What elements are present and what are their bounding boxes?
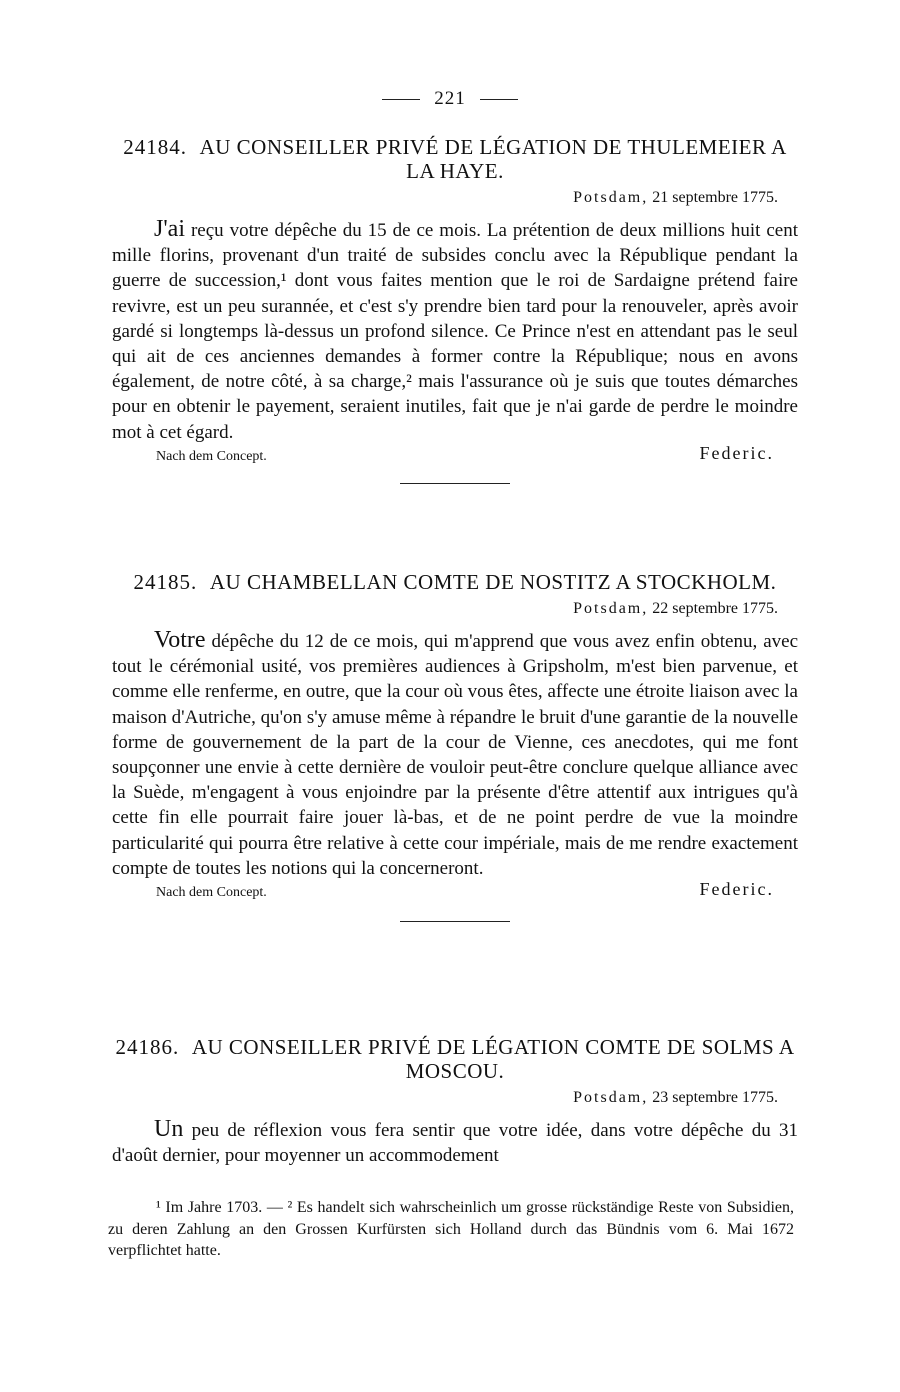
letter-place: Potsdam, (573, 1089, 649, 1106)
letter-24185 (112, 570, 798, 922)
letter-number: 24184. (123, 135, 187, 159)
letter-body (112, 217, 798, 445)
letter-signature: Federic. (699, 879, 774, 900)
page-number-rule-right (480, 99, 518, 100)
letter-date: 23 septembre 1775. (652, 1089, 778, 1106)
letter-footer (112, 881, 798, 907)
letter-first-word: J'ai (154, 216, 185, 242)
letter-body (112, 1117, 798, 1168)
letter-24186 (112, 1035, 798, 1168)
letter-text: reçu votre dépêche du 15 de ce mois. La prétention de deux millions huit cent mille florins, provenant d'un traité de subsides conclu avec la République pendant la guerre de succession,¹ dont vous faites mention que le roi de Sardaigne prétend faire revivre, est un peu surannée, et c'est s'y prendre bien tard pour la renouveler, après avoir gardé si longtemps là-dessus un profond silence. Ce Prince n'est en attendant pas le seul qui ait de ces anciennes demandes à former contre la République; nous en avons également, de notre côté, à sa charge,² mais l'assurance où je suis que toutes démarches pour en obtenir le payement, seraient inutiles, fait que je n'ai garde de perdre le moindre mot à cet égard. (112, 220, 798, 443)
letter-date: 22 septembre 1775. (652, 600, 778, 617)
letter-first-word: Votre (154, 627, 206, 653)
letter-addressee: AU CONSEILLER PRIVÉ DE LÉGATION DE THULEMEIER A LA HAYE. (199, 135, 787, 183)
letter-place-date (112, 189, 798, 207)
letter-place: Potsdam, (573, 189, 649, 206)
letter-number: 24186. (115, 1035, 180, 1059)
letter-source: Nach dem Concept. (156, 885, 267, 901)
letter-heading (112, 570, 798, 594)
letter-number: 24185. (133, 570, 198, 594)
letter-footer (112, 442, 798, 471)
letter-date: 21 septembre 1775. (652, 189, 778, 206)
section-separator (400, 483, 510, 484)
letter-place: Potsdam, (573, 600, 649, 617)
letter-place-date (112, 600, 798, 618)
letter-text: dépêche du 12 de ce mois, qui m'apprend que vous avez enfin obtenu, avec tout le cérémonial usité, vos premières audiences à Gripsholm, m'est bien parvenue, et comme elle renferme, en outre, que la cour où vous êtes, affecte une étroite liaison avec la maison d'Autriche, qu'on s'y amuse même à répandre le bruit d'une garantie de la nouvelle forme de gouvernement de la part de la cour de Vienne, ces anecdotes, qui me font soupçonner une envie à cette dernière de vouloir peut-être conclure quelque alliance avec la Suède, m'engagent à vous enjoindre par la présente d'être attentif aux intrigues qu'à cette fin elle pourrait faire jouer là-bas, et de ne point perdre de vue la moindre particularité qui pourra être relative à cette cour impériale, mais de me rendre exactement compte de toutes les notions qui la concerneront. (112, 631, 799, 879)
letter-source: Nach dem Concept. (156, 448, 267, 464)
letter-first-word: Un (154, 1116, 184, 1142)
page-number-text: 221 (434, 88, 466, 109)
page-number-rule-left (382, 99, 420, 100)
letter-text: peu de réflexion vous fera sentir que votre idée, dans votre dépêche du 31 d'août dernier, pour moyenner un accommodement (112, 1120, 798, 1167)
page-number (0, 88, 900, 110)
letter-24184 (112, 135, 798, 484)
section-separator (400, 921, 510, 922)
letter-signature: Federic. (699, 442, 774, 463)
letter-body (112, 628, 798, 881)
letter-addressee: AU CHAMBELLAN COMTE DE NOSTITZ A STOCKHOLM. (209, 570, 777, 594)
letter-place-date (112, 1089, 798, 1107)
footnotes: ¹ Im Jahre 1703. — ² Es handelt sich wahrscheinlich um grosse rückständige Reste von Subsidien, zu deren Zahlung an den Grossen Kurfürsten sich Holland durch das Bündnis vom 6. Mai 1672 verpflichtet hatte. (108, 1199, 794, 1259)
letter-heading (112, 1035, 798, 1083)
letter-addressee: AU CONSEILLER PRIVÉ DE LÉGATION COMTE DE SOLMS A MOSCOU. (191, 1035, 795, 1083)
letter-heading (112, 135, 798, 183)
